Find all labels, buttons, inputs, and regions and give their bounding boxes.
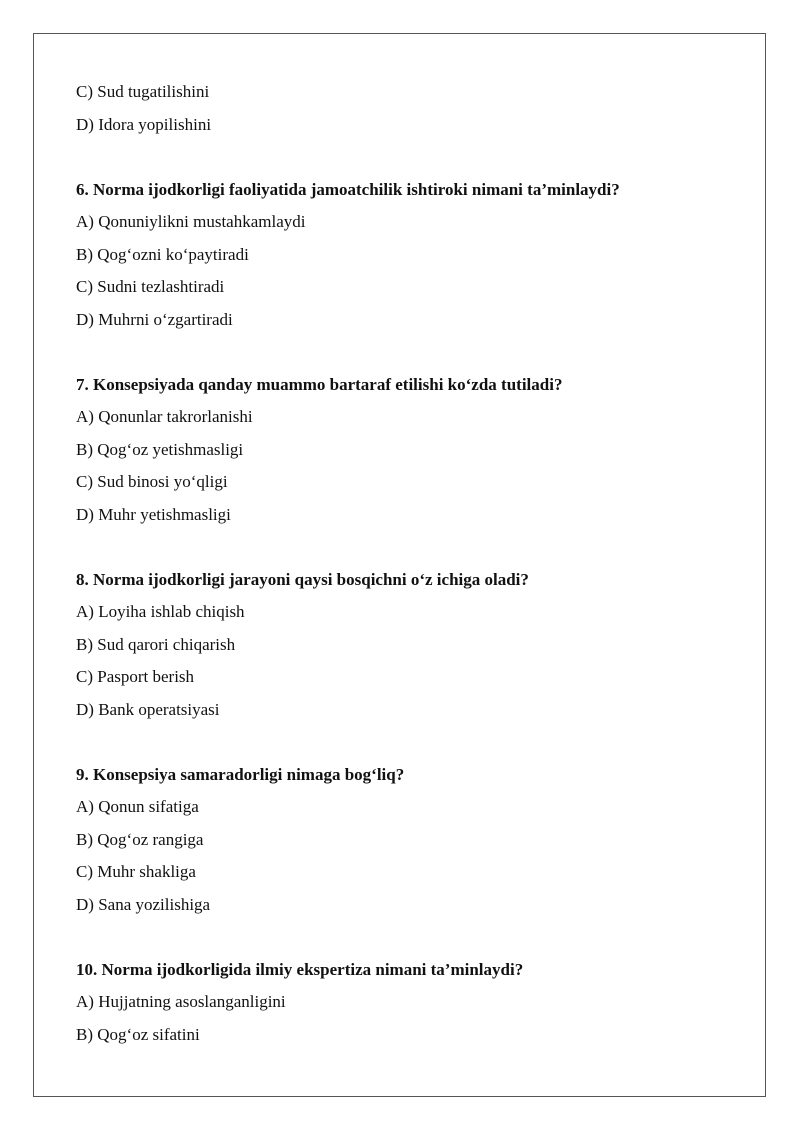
continued-question — [76, 76, 736, 141]
option-a: A) Loyiha ishlab chiqish — [76, 602, 245, 621]
question-title: 7. Konsepsiyada qanday muammo bartaraf etilishi ko‘zda tutiladi? — [76, 374, 563, 394]
option-d: D) Sana yozilishiga — [76, 894, 211, 914]
option-a: A) Hujjatning asoslanganligini — [76, 992, 286, 1011]
question-title: 9. Konsepsiya samaradorligi nimaga bog‘liq? — [76, 764, 405, 784]
option-d: D) Idora yopilishini — [76, 114, 212, 134]
spacer — [76, 141, 736, 174]
question-10 — [76, 954, 736, 1052]
spacer — [76, 726, 736, 759]
question-title: 10. Norma ijodkorligida ilmiy ekspertiza nimani ta’minlaydi? — [76, 959, 524, 979]
question-6 — [76, 174, 736, 337]
option-c: C) Pasport berish — [76, 667, 195, 686]
option-c: C) Sudni tezlashtiradi — [76, 277, 225, 296]
option-a: A) Qonuniylikni mustahkamlaydi — [76, 212, 306, 231]
question-title: 6. Norma ijodkorligi faoliyatida jamoatchilik ishtiroki nimani ta’minlaydi? — [76, 179, 620, 199]
option-c: C) Muhr shakliga — [76, 862, 196, 881]
question-7 — [76, 369, 736, 532]
spacer — [76, 336, 736, 369]
option-a: A) Qonun sifatiga — [76, 797, 199, 816]
option-b: B) Qog‘oz sifatini — [76, 1024, 200, 1044]
spacer — [76, 921, 736, 954]
option-d: D) Bank operatsiyasi — [76, 699, 220, 719]
option-b: B) Qog‘oz rangiga — [76, 829, 204, 849]
option-d: D) Muhrni o‘zgartiradi — [76, 309, 233, 329]
question-9 — [76, 759, 736, 922]
option-b: B) Sud qarori chiqarish — [76, 634, 236, 654]
option-b: B) Qog‘oz yetishmasligi — [76, 439, 244, 459]
question-8 — [76, 564, 736, 727]
option-c: C) Sud binosi yo‘qligi — [76, 472, 228, 491]
spacer — [76, 531, 736, 564]
document-content — [76, 76, 736, 1051]
option-a: A) Qonunlar takrorlanishi — [76, 407, 253, 426]
option-c: C) Sud tugatilishini — [76, 82, 210, 101]
question-title: 8. Norma ijodkorligi jarayoni qaysi bosqichni o‘z ichiga oladi? — [76, 569, 529, 589]
option-b: B) Qog‘ozni ko‘paytiradi — [76, 244, 249, 264]
option-d: D) Muhr yetishmasligi — [76, 504, 231, 524]
